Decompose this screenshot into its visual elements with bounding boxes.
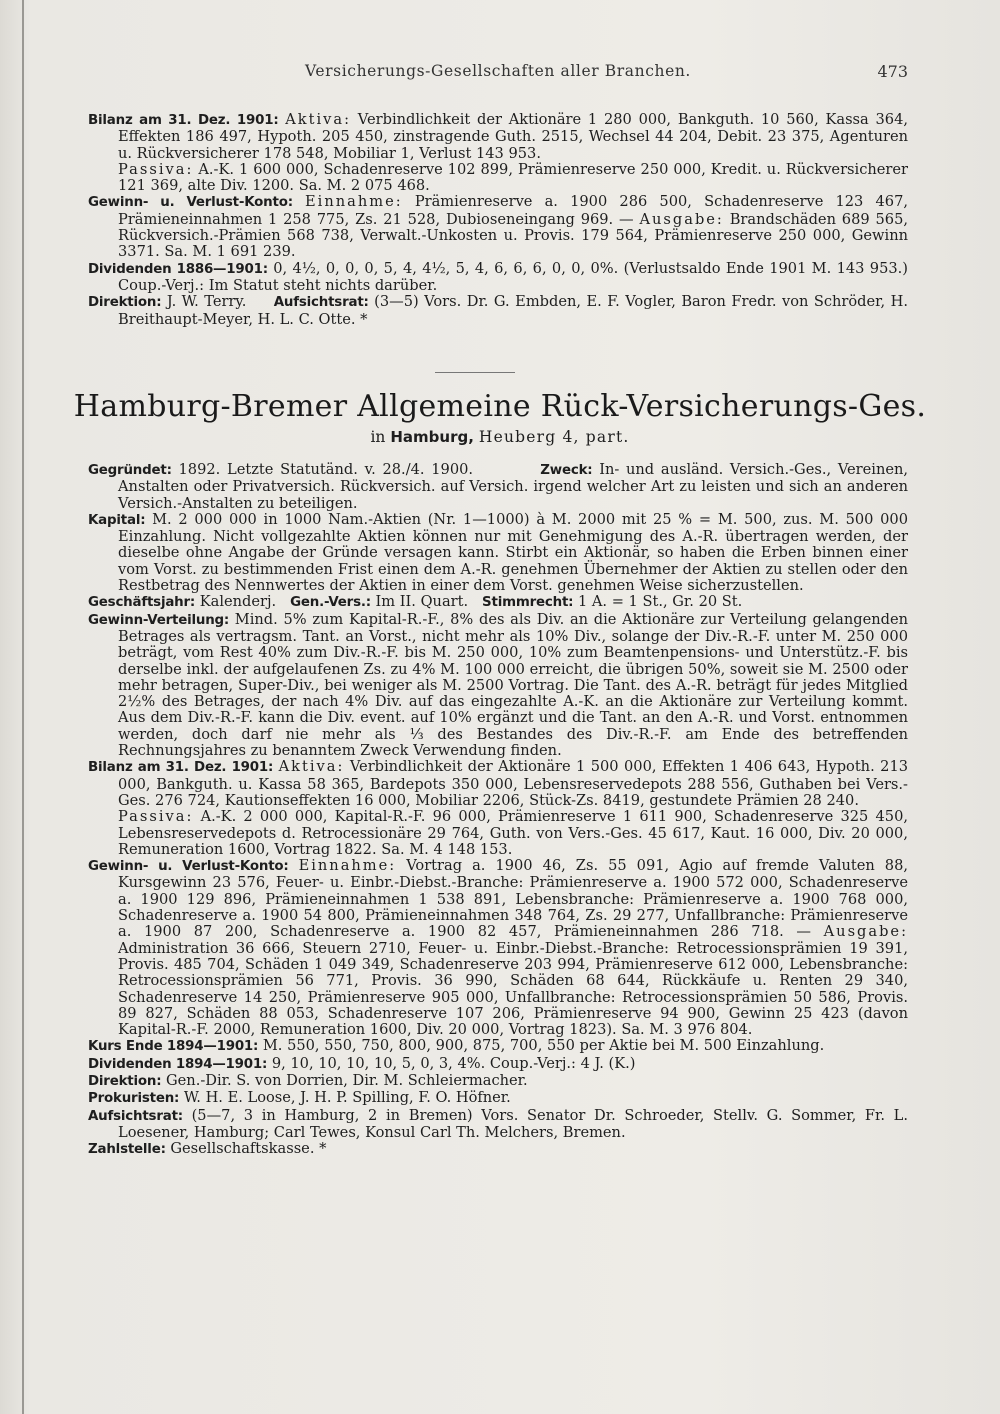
prev-bilanz-entry: [88, 112, 908, 162]
zahlstelle-text: Gesellschaftskasse. *: [170, 1140, 327, 1158]
prev-direktion-entry: [88, 294, 908, 328]
geschaeftsjahr-text: Kalenderj.: [199, 593, 277, 611]
ausgabe-word: Ausgabe:: [823, 923, 908, 941]
passiva-entry: [88, 809, 908, 858]
kurs-text: M. 550, 550, 750, 800, 900, 875, 700, 550 per Aktie bei M. 500 Einzahlung.: [262, 1037, 825, 1055]
passiva-word: Passiva:: [118, 808, 194, 826]
aktiva-text: Verbindlichkeit der Aktionäre 1 500 000, Effekten 1 406 643, Hypoth. 213 000, Bankguth. u. Kassa 58 365, Bardepots 350 000, Lebensreservedepots 288 556, Guthaben bei Vers.-Ges. 276 724, Kautionseffekten 16 000, Mobiliar 2206, Stück-Zs. 8419, gestundete Prämien 28 240.: [118, 758, 909, 809]
prev-einnahme-word: Einnahme:: [305, 193, 403, 211]
prev-dividenden-label: Dividenden 1886—1901:: [88, 261, 268, 277]
ausgabe-text: Administration 36 666, Steuern 2710, Feuer- u. Einbr.-Diebst.-Branche: Retrocessionsprämien 19 391, Provis. 485 704, Schäden 1 049 349, Schadenreserve 203 994, Prämienreserve 612 000, Lebensbranche: Retrocessionsprämien 56 771, Provis. 36 990, Schäden 68 644, Rückkäufe u. Renten 29 340, Schadenreserve 14 250, Prämienreserve 905 000, Unfallbranche: Retrocessionsprämien 50 586, Provis. 89 827, Schäden 88 053, Schadenreserve 107 206, Prämienreserve 94 900, Gewinn 25 423 (davon Kapital-R.-F. 2000, Remuneration 1600, Div. 20 000, Vortrag 1823). Sa. M. 3 976 804.: [118, 939, 908, 1039]
zweck-label: Zweck:: [540, 463, 593, 478]
aufsichtsrat-text: (5—7, 3 in Hamburg, 2 in Bremen) Vors. Senator Dr. Schroeder, Stellv. G. Sommer, Fr. L. Loesener, Hamburg; Carl Tewes, Konsul Carl Th. Melchers, Bremen.: [118, 1106, 909, 1141]
page-header: [88, 62, 908, 86]
gewinn-verteilung-label: Gewinn-Verteilung:: [88, 612, 230, 628]
prev-dividenden-entry: [88, 261, 908, 295]
gutter-line: [22, 0, 24, 1414]
geschaeftsjahr-label: Geschäftsjahr:: [88, 595, 196, 611]
prev-ausgabe-word: Ausgabe:: [639, 210, 724, 228]
prev-ausgabe-text: Brandschäden 689 565, Rückversich.-Prämien 568 738, Verwalt.-Unkosten u. Provis. 179 564, Prämienreserve 250 000, Gewinn 3371. Sa. M. 1 691 239.: [118, 210, 908, 261]
gewinn-verteilung-text: Mind. 5% zum Kapital-R.-F., 8% des als Div. an die Aktionäre zur Verteilung gelangenden Betrages als vertragsm. Tant. an Vorst., nicht mehr als 10% Div., solange der Div.-R.-F. unter M. 250 000 beträgt, vom Rest 40% zum Div.-R.-F. bis M. 250 000, 10% zum Beamtenpensions- und Unterstütz.-F. bis derselbe inkl. der aufgelaufenen Zs. zu 4% M. 100 000 erreicht, die übrigen 50%, soweit sie M. 2500 oder mehr betragen, Super-Div., bei weniger als M. 2500 Vortrag. Die Tant. des A.-R. beträgt für jedes Mitglied 2½% des Betrages, der nach 4% Div. auf das eingezahlte A.-K. an die Aktionäre zur Verteilung kommt. Aus dem Div.-R.-F. kann die Div. event. auf 10% ergänzt und die Tant. an den A.-R. und Vorst. entnommen werden, doch darf nie mehr als ⅓ des Bestandes des Div.-R.-F. am Ende des betreffenden Rechnungsjahres zu benanntem Zweck Verwendung finden.: [118, 610, 908, 760]
prokuristen-text: W. H. E. Loose, J. H. P. Spilling, F. O. Höfner.: [183, 1089, 511, 1107]
prev-aktiva-word: Aktiva:: [285, 111, 352, 128]
prokuristen-label: Prokuristen:: [88, 1091, 180, 1107]
location-prefix: in: [370, 428, 386, 446]
prev-einnahme-text: Prämienreserve a. 1900 286 500, Schadenreserve 123 467, Prämieneinnahmen 1 258 775, Zs. 21 528, Dubioseneingang 969. —: [118, 193, 908, 228]
kapital-entry: [88, 512, 908, 594]
einnahme-word: Einnahme:: [298, 857, 397, 875]
kurs-entry: [88, 1038, 908, 1055]
gewinn-verteilung-entry: [88, 612, 908, 760]
prev-aufsichtsrat-label: Aufsichtsrat:: [273, 295, 369, 311]
stimmrecht-label: Stimmrecht:: [482, 595, 574, 611]
prev-passiva-word: Passiva:: [118, 160, 194, 178]
aufsichtsrat-label: Aufsichtsrat:: [88, 1108, 183, 1124]
running-title: Versicherungs-Gesellschaften aller Branchen.: [305, 62, 691, 80]
prev-passiva-text: A.-K. 1 600 000, Schadenreserve 102 899, Prämienreserve 250 000, Kredit. u. Rückversicherer 121 369, alte Div. 1200. Sa. M. 2 075 468.: [118, 160, 909, 195]
bilanz-label: Bilanz am 31. Dez. 1901:: [88, 760, 274, 776]
location-address: Heuberg 4, part.: [478, 428, 630, 446]
company-title: Hamburg-Bremer Allgemeine Rück-Versicherungs-Ges.: [73, 389, 927, 424]
company-section: [88, 462, 908, 1158]
direktion-text: Gen.-Dir. S. von Dorrien, Dir. M. Schleiermacher.: [166, 1071, 528, 1089]
dividenden-label: Dividenden 1894—1901:: [88, 1056, 268, 1072]
kapital-label: Kapital:: [88, 512, 146, 528]
aktiva-word: Aktiva:: [278, 758, 345, 776]
prev-aufsichtsrat-text: (3—5) Vors. Dr. G. Embden, E. F. Vogler, Baron Fredr. von Schröder, H. Breithaupt-Meyer, H. L. C. Otte. *: [118, 293, 909, 328]
prev-bilanz-label: Bilanz am 31. Dez. 1901:: [88, 113, 279, 128]
prev-aktiva-text: Verbindlichkeit der Aktionäre 1 280 000, Bankguth. 10 560, Kassa 364, Effekten 186 497, Hypoth. 205 450, zinstragende Guth. 2515, Wechsel 44 204, Debit. 23 375, Agenturen u. Rückversicherer 178 548, Mobiliar 1, Verlust 143 953.: [118, 111, 909, 162]
zahlstelle-label: Zahlstelle:: [88, 1142, 166, 1158]
gegruendet-text: 1892. Letzte Statutänd. v. 28./4. 1900.: [178, 461, 474, 478]
aufsichtsrat-entry: [88, 1108, 908, 1142]
gegruendet-label: Gegründet:: [88, 463, 172, 478]
gegruendet-entry: [88, 462, 908, 512]
kurs-label: Kurs Ende 1894—1901:: [88, 1039, 259, 1055]
kapital-text: M. 2 000 000 in 1000 Nam.-Aktien (Nr. 1—1000) à M. 2000 mit 25 % = M. 500, zus. M. 500 000 Einzahlung. Nicht vollgezahlte Aktien können nur mit Genehmigung des A.-R. übertragen werden, der dieselbe ohne Angabe der Gründe versagen kann. Stirbt ein Aktionär, so haben die Erben binnen einer vom Vorst. zu bestimmenden Frist einen dem A.-R. genehmen Übernehmer der Aktien zu stellen oder den Restbetrag des Nennwertes der Aktien in einer dem Vorst. genehmen Weise sicherzustellen.: [118, 510, 908, 595]
location-city: Hamburg,: [390, 428, 474, 446]
dividenden-entry: [88, 1056, 908, 1073]
genvers-text: Im II. Quart.: [375, 593, 469, 611]
dividenden-text: 9, 10, 10, 10, 10, 5, 0, 3, 4%. Coup.-Verj.: 4 J. (K.): [271, 1054, 636, 1072]
prev-dividenden-text: 0, 4½, 0, 0, 0, 5, 4, 4½, 5, 4, 6, 6, 6, 0, 0, 0%. (Verlustsaldo Ende 1901 M. 143 953.) Coup.-Verj.: Im Statut steht nichts darüber.: [118, 259, 908, 294]
direktion-label: Direktion:: [88, 1073, 162, 1089]
prev-gewinn-label: Gewinn- u. Verlust-Konto:: [88, 195, 293, 211]
einnahme-text: Vortrag a. 1900 46, Zs. 55 091, Agio auf fremde Valuten 88, Kursgewinn 23 576, Feuer- u. Einbr.-Diebst.-Branche: Prämienreserve a. 1900 572 000, Schadenreserve a. 1900 129 896, Prämieneinnahmen 1 538 891, Lebensbranche: Prämienreserve a. 1900 768 000, Schadenreserve a. 1900 54 800, Prämieneinnahmen 348 764, Zs. 29 277, Unfallbranche: Prämienreserve a. 1900 87 200, Schadenreserve a. 1900 82 457, Prämieneinnahmen 286 718. —: [118, 857, 908, 941]
prev-direktion-label: Direktion:: [88, 295, 162, 311]
page-number: 473: [877, 62, 908, 81]
bilanz-entry: [88, 759, 908, 809]
prev-gewinn-entry: [88, 194, 908, 260]
zahlstelle-entry: [88, 1141, 908, 1158]
geschaeftsjahr-entry: [88, 594, 908, 611]
passiva-text: A.-K. 2 000 000, Kapital-R.-F. 96 000, Prämienreserve 1 611 900, Schadenreserve 325 450, Lebensreservedepots d. Retrocessionäre 29 764, Guth. von Vers.-Ges. 45 617, Kaut. 16 000, Div. 20 000, Remuneration 1600, Vortrag 1822. Sa. M. 4 148 153.: [118, 808, 908, 858]
previous-company-section: [88, 112, 908, 328]
prev-passiva-entry: [88, 162, 908, 195]
prokuristen-entry: [88, 1090, 908, 1107]
genvers-label: Gen.-Vers.:: [290, 595, 371, 611]
zweck-text: In- und ausländ. Versich.-Ges., Vereinen, Anstalten oder Privatversich. Rückversich. auf Versich. irgend welcher Art zu leisten und sich an anderen Versich.-Anstalten zu beteiligen.: [118, 461, 909, 512]
section-divider: [435, 372, 515, 373]
company-location: [60, 428, 940, 446]
prev-direktion-text: J. W. Terry.: [166, 293, 247, 311]
gewinn-konto-entry: [88, 858, 908, 1038]
stimmrecht-text: 1 A. = 1 St., Gr. 20 St.: [577, 593, 743, 611]
direktion-entry: [88, 1073, 908, 1090]
gewinn-konto-label: Gewinn- u. Verlust-Konto:: [88, 859, 289, 875]
